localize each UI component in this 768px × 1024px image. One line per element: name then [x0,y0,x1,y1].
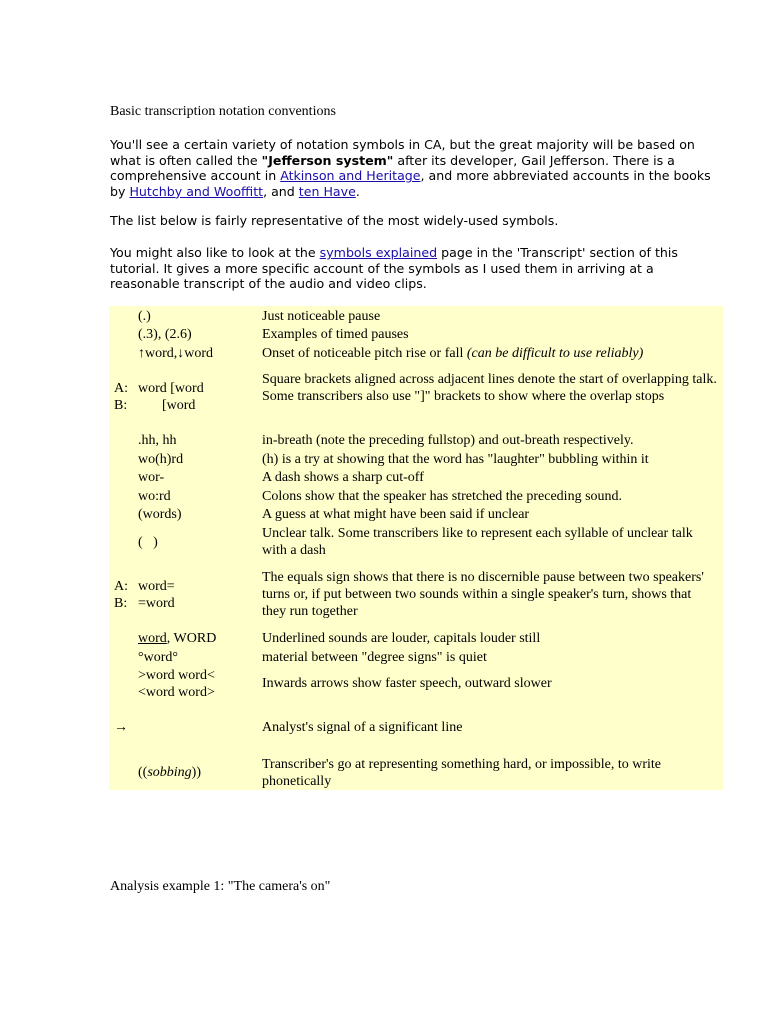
hutchby-wooffitt-link[interactable]: Hutchby and Wooffitt [129,183,264,199]
list-intro-paragraph: The list below is fairly representative of the most widely-used symbols. [110,213,559,228]
atkinson-heritage-link[interactable]: Atkinson and Heritage [280,168,421,184]
page-title: Basic transcription notation conventions [110,104,336,119]
intro-paragraph: You'll see a certain variety of notation symbols in CA, but the great majority will be based on what is often called the "Jefferson system" after its developer, Gail Jefferson. There is a comprehensive account in Atkinson and Heritage, and more abbreviated accounts in the books by Hutchby and Wooffitt, and ten Have. [110,137,711,199]
ten-have-link[interactable]: ten Have [298,183,356,199]
notation-table: (.) Just noticeable pause (.3), (2.6) Examples of timed pauses ↑word,↓word Onset of noticeable pitch rise or fall (can be difficult to use reliably) A: word [word B: [word Square brackets aligned across adjacent lines denote the start of overlapping talk. Some transcribers also use "]" brackets to show where the overlap stops .hh, hh in-breath (note the preceding fullstop) and out-breath respectively. wo(h)rd (h) is a try at showing that the word has "laughter" bubbling within it wor- A dash shows a sharp cut-off wo:rd Colons show that the speaker has stretched the preceding sound. (words) A guess at what might have been said if unclear ( ) Unclear talk. Some transcribers like to represent each syllable of unclear talk with a dash A: word= B: =word The equals sign shows that there is no discernible pause between two speakers' turns or, if put between two sounds within a single speaker's turn, shows that they run together word, WORD Underlined sounds are louder, capitals louder still °word° material between "degree signs" is quiet >word word< <word word> Inwards arrows show faster speech, outward slower → Analyst's signal of a significant line ((sobbing)) Transcriber's go at representing something hard, or impossible, to write phonetically [109,306,723,790]
analysis-heading: Analysis example 1: "The camera's on" [110,879,331,894]
arrow-icon: → [114,720,128,735]
symbols-paragraph: You might also like to look at the symbols explained page in the 'Transcript' section of this tutorial. It gives a more specific account of the symbols as I used them in arriving at a reasonable transcript of the audio and video clips. [110,245,678,292]
symbols-explained-link[interactable]: symbols explained [319,245,438,260]
jefferson-system-bold: "Jefferson system" [261,152,394,168]
